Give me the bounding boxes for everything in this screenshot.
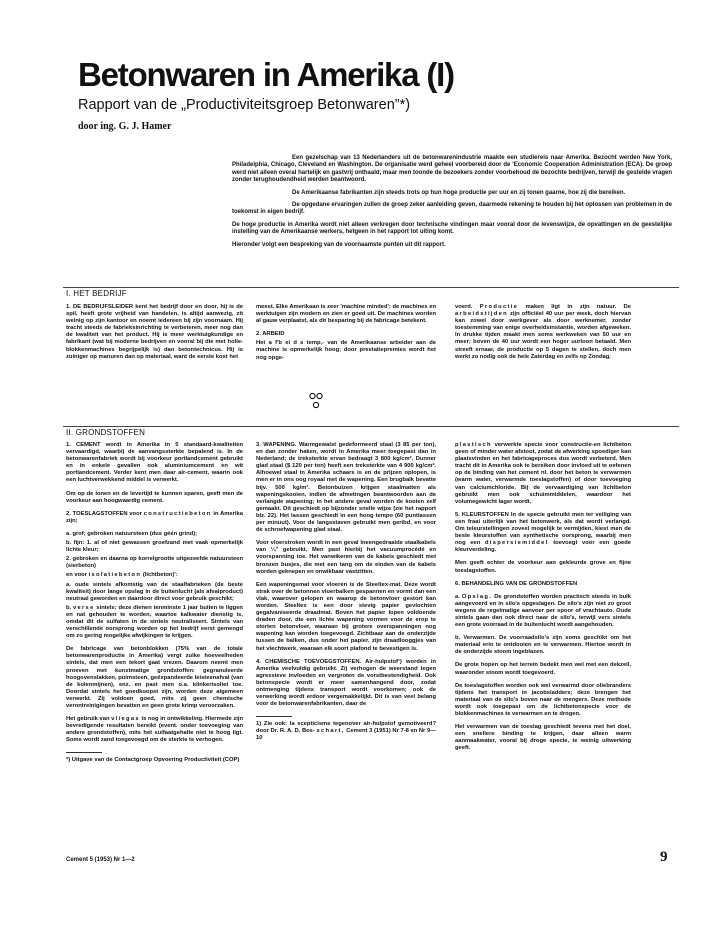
body-paragraph: De grote hopen op het terrein bedekt men wel met een dekzeil, waaronder stoom wordt toegevoerd. [455, 662, 631, 676]
list-item: 2. gebroken en daarna op korrelgrootte uitgezeefde natuursteen (sierbeton) [66, 556, 243, 570]
body-paragraph: 4. CHEMISCHE TOEVOEGSTOFFEN. Air-hulpstof¹) worden in Amerika veelvuldig gebruikt. Zij verhogen de weerstand tegen agressieve invloeden en vergroten de vorstbestendigheid. Ook betonspecie wordt er meer samenhangend door, zodat ontmenging tijdens transport wordt voorkomen; ook de verwerking wordt erdoor vergemakkelijkt. Dit is van veel belang voor de betonwarenfabrikanten, daar de [256, 658, 436, 708]
body-paragraph: De toeslagstoffen worden ook wel verwarmd door oliebranders tijdens het transport in jacobsladders; deze brengen het materiaal van de silo's boven naar de mengers. Deze methode wordt ook toegepast om de lichtbetonspecie voor de blokkenmachines te verwarmen en te drogen. [455, 682, 631, 717]
section-rule [63, 426, 679, 427]
section1-column-2 [256, 304, 436, 362]
body-paragraph: meest. Elke Amerikaan is zeer 'machine minded'; de machines en werktuigen zijn modern en zien er goed uit. De machines worden al gauw verplaatst, als dit besparing bij de fabricage betekent. [256, 304, 436, 325]
ornament-icon [309, 392, 323, 410]
list-item: b. verse sintels; deze dienen tenminste 1 jaar buiten te liggen en nat gehouden te worden, waartoe kalkwater dienstig is, omdat dit de sulfaten in de sintels neutraliseert. Sintels van verschillende oorsprong worden op het bedrijf eerst gemengd om zo gering mogelijke afwijkingen te krijgen. [66, 604, 243, 640]
body-paragraph: 5. KLEURSTOFFEN In de specie gebruikt men ter veiliging van een fraai uiterlijk van het betonwerk, als dat wordt verlangd. Om teleurstellingen zoveel mogelijk te vermijden, kiest men de beste kleurstoffen van synthetische oorsprong, waarbij men nog een dispersiemiddel toevoegt voor een goede kleurverdeling. [455, 511, 631, 554]
article-title: Betonwaren in Amerika (I) [78, 56, 454, 93]
footnote: 1) Zie ook: la scepticisme tegenover air-hulpstof gemotiveerd? door Dr. R. A. D. Bos- schart, Cement 3 (1951) Nr 7-8 en Nr 9—10 [256, 721, 436, 742]
list-item: en voor isolatiebeton (lichtbeton)': [66, 572, 178, 579]
body-paragraph: b. Verwarmen. De voorraadsilo's zijn soms geschikt om het materiaal erin te ontdooien en te verwarmen. Hiertoe wordt in de onderzijde stoom ingeblazen. [455, 635, 631, 656]
section2-column-3 [455, 442, 631, 752]
intro-paragraph: De opgedane ervaringen zullen de groep zeker aanleiding geven, daarmede rekening te houden bij het oplossen van problemen in de toekomst in eigen bedrijf. [232, 202, 672, 216]
body-paragraph: Een wapeningsmat voor vloeren is de Steeltex-mat. Deze wordt strak over de betonnen vloerbalken gespannen en vormt dan een vlak, waarover gelopen en waarop de betonvloer gestort kan worden. Steeltex is een door stevig papier gevlochten gegalvaniseerde draadmat. Boven het papier lopen voldoende draden door, die een lichte wapening vormen voor de erop te storten betonvloer, waaraan bij grotere overspanningen nog wapening kan worden toegevoegd. Zichtbaar aan de onderzijde tussen de balken, dus onder het papier, zijn draadlooggjes van het vlechtwerk, waaraan elk soort plafond te bevestigen is. [256, 581, 436, 652]
intro-paragraph: Een gezelschap van 13 Nederlanders uit de betonwarenindustrie maakte een studiereis naar Amerika. Bezocht werden New York, Philadelphia, Chicago, Cleveland en Washington. De organisatie werd geheel voorbereid door de 'Economic Cooperation Administration (ECA). De groep werd niet alleen overal hartelijk en gastvrij onthaald, maar men toonde de bezoekers zonder voorbehoud de bezochte bedrijven, terwijl de gestelde vragen zonder terughoudendheid werden beantwoord. [232, 155, 672, 184]
footnote: *) Uitgave van de Contactgroep Opvoering Productiviteit (COP) [66, 757, 240, 764]
body-paragraph: a. Opslag. De grondstoffen worden practisch steeds in bulk aangevoerd en in silo's opgeslagen. De silo's zijn niet zo groot wegens de regelmatige aanvoer per spoor of vrachtauto. Oude sintels gaan dan ook direct naar de silo's, terwijl vers sintels een grote voorraad in de buitenlucht wordt aangehouden. [455, 593, 631, 629]
footnote-rule [256, 716, 292, 717]
intro-paragraph: De Amerikaanse fabrikanten zijn steeds trots op hun hoge productie per uur en zij tonen gaarne, hoe zij die bereiken. [292, 189, 626, 196]
subheading: 6. BEHANDELING VAN DE GRONDSTOFFEN [455, 580, 578, 587]
section1-column-3 [455, 304, 631, 361]
footnote-rule [66, 752, 102, 753]
body-paragraph: Om op de lonen en de levertijd te kunnen sparen, geeft men de voorkeur aan hoogwaardig cement. [66, 490, 243, 504]
section-heading-bedrijf: I. HET BEDRIJF [66, 289, 127, 298]
body-paragraph: De fabricage van betonblokken (75% van de totale betonwarenproductie in Amerika) vergt zulke hoeveelheden sintels, dat men een tekort gaat vrezen. Daarom neemt men proeven met kunstmatige grondstoffen: gegranuleerde hoogovenslakken, puimsteen, geëxpandeerde leisteenafval (van de kolenmijnen), enz. en past men o.a. klinkerisoliet toe. Doordat sintels het goedkoopst zijn, worden deze algemeen verwerkt. Zij voldoen goed, mits zij geen chemische verontreinigingen bevatten en geen grote krimp veroorzaken. [66, 646, 243, 709]
list-item: a. oude sintels afkomstig van de staalfabrieken (de beste kwaliteit) door lange opslag in de buitenlucht (als afvalproduct) neutraal geworden en daardoor direct voor gebruik geschikt; [66, 581, 243, 602]
section-rule [63, 287, 679, 288]
intro-paragraph: Hieronder volgt een bespreking van de voornaamste punten uit dit rapport. [232, 241, 446, 248]
subheading: 2. ARBEID [256, 331, 285, 338]
section2-column-1 [66, 442, 243, 765]
article-subtitle: Rapport van de „Productiviteitsgroep Betonwaren”*) [78, 97, 411, 113]
body-paragraph: plastisch verwerkte specie voor constructie-en lichtbeton geen of minder water afstoot, zodat de afwerking spoediger kan plaatsvinden en het fabricageproces dus wordt verbeterd. Men tracht dit in Amerika ook te bereiken door invloed uit te oefenen op de binding van het cement nl. door het beton te verwarmen (warm water, verwarmde toeslagstoffen) of door toevoeging van calciumchloride. Bij de vervaardiging van lichtbeton gebruikt men ook schuimmiddelen, waardoor het volumegewicht lager wordt. [455, 442, 631, 505]
body-paragraph: Het verwarmen van de toeslag geschiedt tevens met het doel, een snellere binding te krijgen, daar alleen warm aanmaakwater, vooral bij droge specie, te weinig uitwerking geeft. [455, 724, 631, 752]
body-paragraph: Het a f'b ei d s temp,- van de Amerikaanse arbeider aan de machine is opmerkelijk hoog; door prestatiepremies wordt het nog opge- [256, 340, 436, 361]
issue-reference: Cement 5 (1953) Nr 1—2 [66, 857, 135, 863]
list-item: b. fijn: 1. al of niet gewassen groefzand met vaak opmerkelijk lichte kleur; [66, 540, 243, 554]
body-paragraph: Voor vloerstroken wordt in een geval lneengedraaide staalkabels van ¼" gebruikt. Men past hierbij het vacuumprocédé en voorspanning toe. Het vanwikeren van de kabels geschiedt met bronzen busjes, die met een tang om de einden van de kabels worden geknepen en onwikbaar vastzitten. [256, 540, 436, 575]
body-paragraph: 1. CEMENT wordt in Amerika in 5 standaard-kwaliteiten vervaardigd, waarbij de aanvangssterkte bepalend is. In de betonwarenfabriek wordt bij voorkeur portlandcement gebruikt en in enkele gevallen ook aluminiumcement en wit portlandcement. Verder kent men daar air-cement, waarin ook een luchtverwekkend middel is verwerkt. [66, 442, 243, 484]
body-paragraph: 1. DE BEDRIJFSLEIDER kent het bedrijf door en door, hij is de spil, heeft grote vrijheid van handelen, is altijd aanwezig, zit weinig op zijn kantoor en noemt iedereen bij zijn voornaam. Hij tracht steeds de fabrieksinrichting te verbeteren, meer nog dan de kwaliteit van het product. Hij is meer werktuigkundige en fabrikant (wat bij moderne bedrijven en vooral bij die met holle-blokkenmachines begrijpelijk is) dan betontechnicus. Hij is zuiniger op manuren dan op materiaal, want de eerste kost het [66, 304, 243, 360]
intro-paragraph: De hoge productie in Amerika wordt niet alleen verkregen door technische vindingen maar vooral door de levenswijze, de opvattingen en de geestelijke instelling van de Amerikaanse werkers, hetgeen in het rapport tot uiting komt. [232, 221, 672, 236]
section2-column-2 [256, 442, 436, 743]
page-number: 9 [660, 849, 668, 865]
body-paragraph: voerd. Productie maken ligt in zijn natuur. De arbeidstijden zijn officiëel 40 uur per week, doch hiervan kan zowel door werkgever als door werknemer, zonder toestemming van enige overheidsinstantie, worden afgeweken. In drukke tijden maakt men soms werkweken van 50 uur en meer; boven de 40 uur wordt een hoger uurloon betaald. Men streeft ernaar, de productie op 5 dagen te stellen, doch men werkt zo nodig ook de hele Zaterdag en zelfs op Zondag. [455, 304, 631, 360]
article-author: door ing. G. J. Hamer [78, 121, 172, 132]
section1-column-1 [66, 304, 243, 361]
section-heading-grondstoffen: II. GRONDSTOFFEN [66, 428, 146, 437]
body-paragraph: 3. WAPENING. Warmgewalst gedeformeerd staal (3 85 per ton), en dan zonder haken, wordt in Amerika meer toegepast dan in Nederland; de treksterkte ervan bedraagt 3 800 kg/cm². Dunner glad staal ($ 120 per ton) heeft een treksterkte van 4 900 kg/cm². Alhoewel staal in Amerika schaars is en de prijzen oplopen, is men er in ons oog royaal met de wapening. Een brugbalk bevatte bijv. 500 kg/m³. Betonbuizen krijgen staalmatten als wapeningskooien, indien de afmetingen beantwoorden aan de verlangde wapening; in het andere geval worden de kooien zelf gemaakt. Dit geschiedt op bijzonder snelle wijze (zie het rapport blz. 22). Het lassen geschiedt in een hoog tempo (60 puntlassen per minuut). Voor de langsstaven gebruikt men geribd, en voor de schroefwapening glad staal. [256, 442, 436, 534]
intro-block [232, 155, 672, 254]
body-paragraph: Men geeft echter de voorkeur aan gekleurde grove en fijne toeslagstoffen. [455, 560, 631, 574]
body-paragraph: Het gebruik van vliegas is nog in ontwikkeling. Hiermede zijn bevredigende resultaten bereikt (event. onder toevoeging van andere grondstoffen), mits het sulfaatgehalte niet te hoog ligt. Soms wordt zand toegevoegd om de sterkte te verhogen. [66, 716, 243, 744]
subheading: 2. TOESLAGSTOFFEN voor constructiebeton in Amerika zijn; [66, 510, 243, 524]
list-item: a. grof; gebroken natuursteen (dus géén grind); [66, 530, 198, 537]
